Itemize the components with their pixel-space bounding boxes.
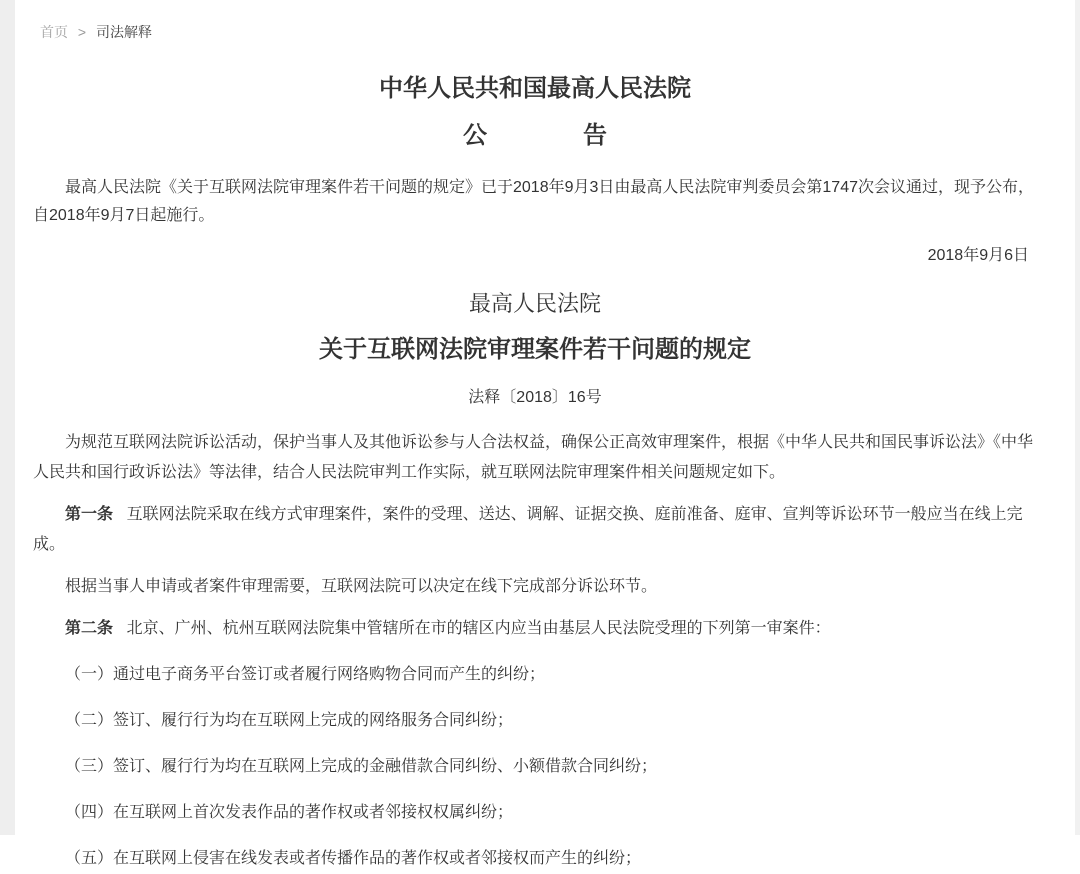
list-item — [33, 706, 1037, 736]
article-label: 第一条 — [65, 505, 114, 523]
scrollbar-track[interactable] — [1075, 0, 1080, 835]
breadcrumb — [33, 0, 1037, 42]
announcement-body: 最高人民法院《关于互联网法院审理案件若干问题的规定》已于2018年9月3日由最高人民法院审判委员会第1747次会议通过，现予公布，自2018年9月7日起施行。 — [33, 178, 1034, 224]
regulation-issuer: 最高人民法院 — [468, 290, 601, 316]
list-item-text: （二）签订、履行行为均在互联网上完成的网络服务合同纠纷； — [65, 711, 514, 729]
breadcrumb-separator: > — [77, 24, 87, 40]
regulation-preamble: 为规范互联网法院诉讼活动，保护当事人及其他诉讼参与人合法权益，确保公正高效审理案件，根据《中华人民共和国民事诉讼法》《中华人民共和国行政诉讼法》等法律，结合人民法院审判工作实际，就互联网法院审理案件相关问题规定如下。 — [33, 433, 1034, 481]
list-item-text: （五）在互联网上侵害在线发表或者传播作品的著作权或者邻接权而产生的纠纷； — [65, 849, 642, 867]
article-paragraph — [33, 500, 1037, 560]
announcement-org-title: 中华人民共和国最高人民法院 — [379, 75, 691, 102]
article-label: 第二条 — [65, 619, 114, 637]
regulation-doc-number: 法释〔2018〕16号 — [468, 388, 602, 406]
article-text: 北京、广州、杭州互联网法院集中管辖所在市的辖区内应当由基层人民法院受理的下列第一审案件： — [126, 619, 831, 637]
regulation-title: 关于互联网法院审理案件若干问题的规定 — [319, 335, 751, 363]
breadcrumb-home-link[interactable]: 首页 — [40, 24, 68, 40]
announcement-notice-title: 公 告 — [463, 122, 607, 150]
breadcrumb-current: 司法解释 — [95, 24, 152, 40]
list-item — [33, 798, 1037, 828]
list-item-text: （三）签订、履行行为均在互联网上完成的金融借款合同纠纷、小额借款合同纠纷； — [65, 757, 658, 775]
article-text: 互联网法院采取在线方式审理案件，案件的受理、送达、调解、证据交换、庭前准备、庭审、宣判等诉讼环节一般应当在线上完成。 — [33, 505, 1023, 553]
announcement-date: 2018年9月6日 — [927, 246, 1029, 264]
page-left-gutter — [0, 0, 15, 835]
list-item — [33, 660, 1037, 690]
list-item — [33, 844, 1037, 874]
list-item-text: （四）在互联网上首次发表作品的著作权或者邻接权权属纠纷； — [65, 803, 514, 821]
article-text: 根据当事人申请或者案件审理需要，互联网法院可以决定在线下完成部分诉讼环节。 — [65, 577, 658, 595]
page-content — [33, 0, 1037, 874]
list-item — [33, 752, 1037, 782]
article-paragraph — [33, 572, 1037, 602]
article-paragraph — [33, 614, 1037, 644]
list-item-text: （一）通过电子商务平台签订或者履行网络购物合同而产生的纠纷； — [65, 665, 546, 683]
